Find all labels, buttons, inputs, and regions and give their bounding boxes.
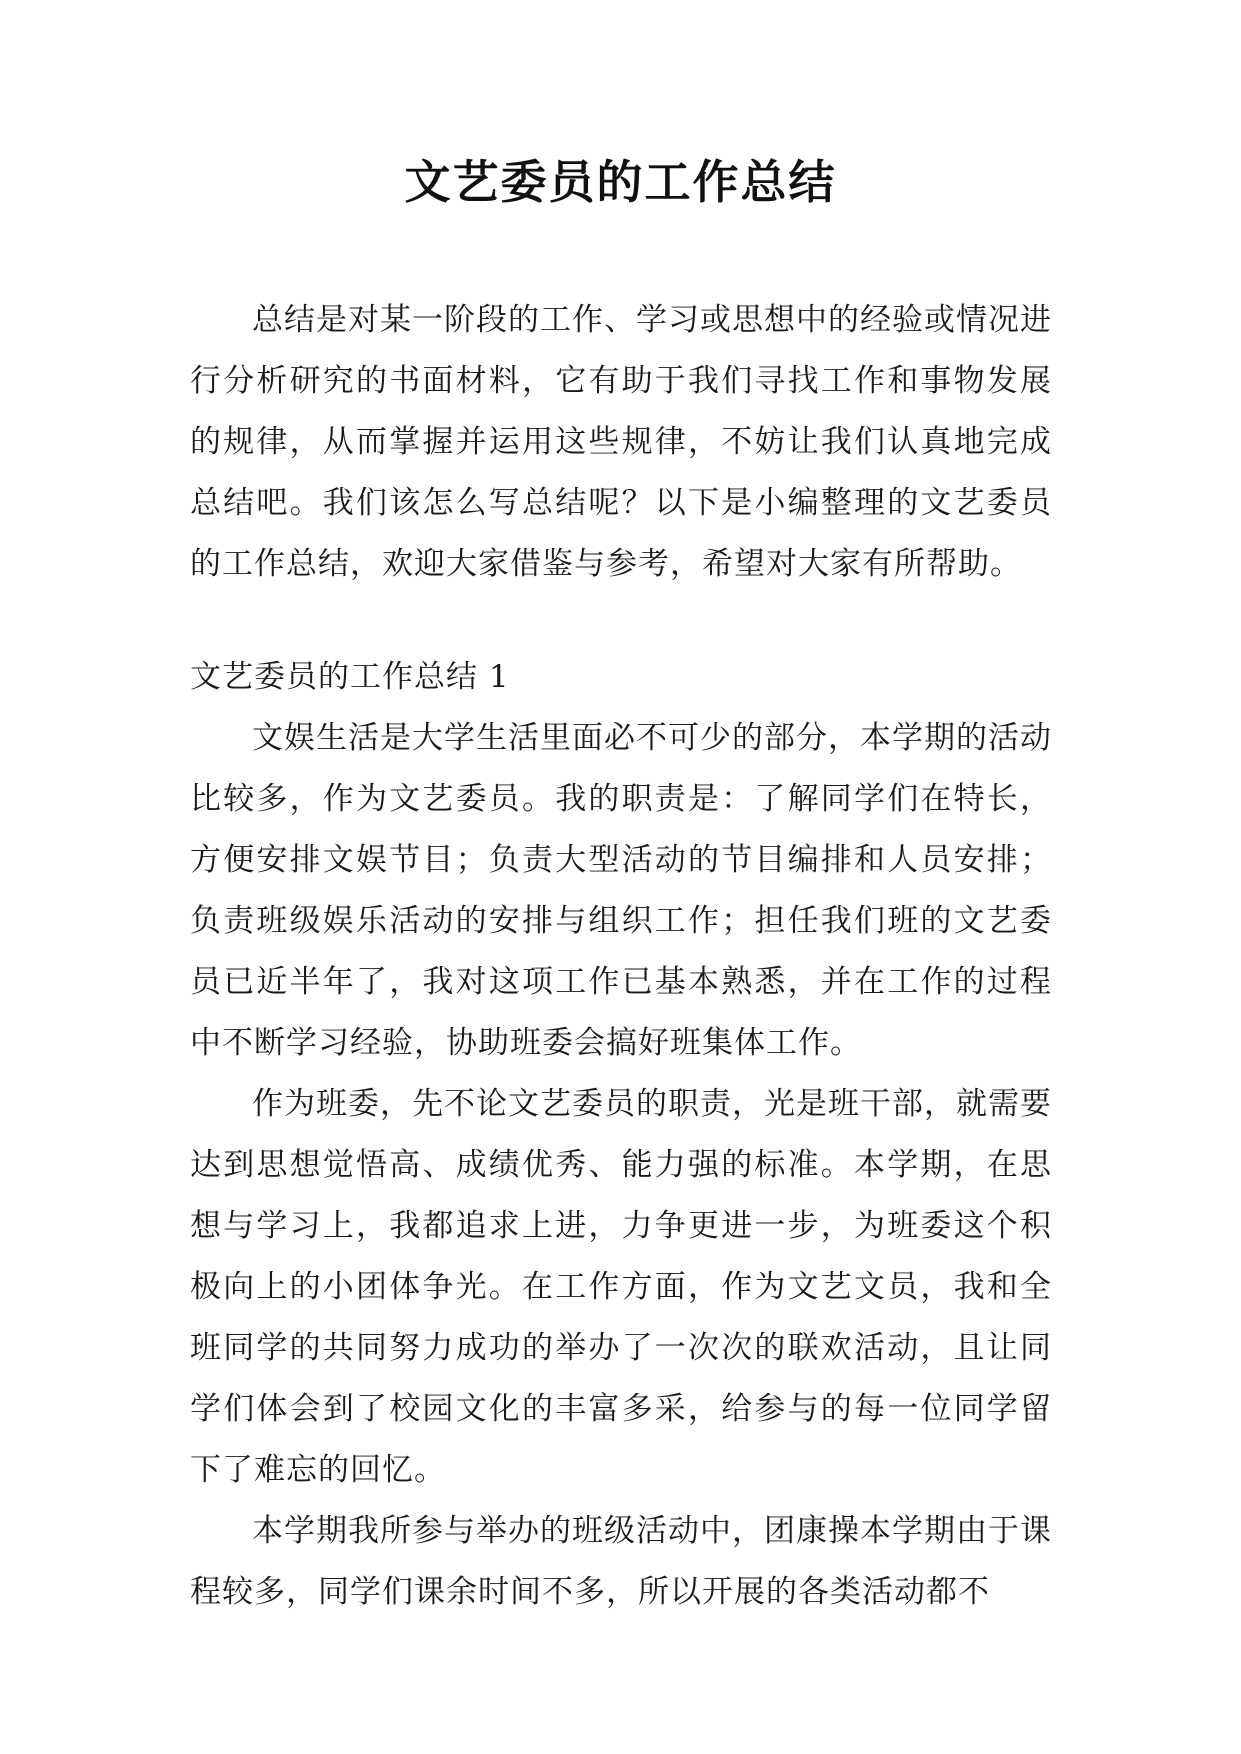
document-body xyxy=(190,290,1052,1623)
body-paragraph-1: 文娱生活是大学生活里面必不可少的部分，本学期的活动比较多，作为文艺委员。我的职责是：了解同学们在特长，方便安排文娱节目；负责大型活动的节目编排和人员安排；负责班级娱乐活动的安排与组织工作；担任我们班的文艺委员已近半年了，我对这项工作已基本熟悉，并在工作的过程中不断学习经验，协助班委会搞好班集体工作。 xyxy=(190,720,1052,1061)
body-paragraph-3: 本学期我所参与举办的班级活动中，团康操本学期由于课程较多，同学们课余时间不多，所以开展的各类活动都不 xyxy=(190,1513,1052,1610)
section-heading: 文艺委员的工作总结 1 xyxy=(190,659,510,695)
document-title: 文艺委员的工作总结 xyxy=(404,155,837,209)
body-paragraph-2: 作为班委，先不论文艺委员的职责，光是班干部，就需要达到思想觉悟高、成绩优秀、能力强的标准。本学期，在思想与学习上，我都追求上进，力争更进一步，为班委这个积极向上的小团体争光。在工作方面，作为文艺文员，我和全班同学的共同努力成功的举办了一次次的联欢活动，且让同学们体会到了校园文化的丰富多采，给参与的每一位同学留下了难忘的回忆。 xyxy=(190,1086,1052,1488)
intro-paragraph: 总结是对某一阶段的工作、学习或思想中的经验或情况进行分析研究的书面材料，它有助于我们寻找工作和事物发展的规律，从而掌握并运用这些规律，不妨让我们认真地完成总结吧。我们该怎么写总结呢？以下是小编整理的文艺委员的工作总结，欢迎大家借鉴与参考，希望对大家有所帮助。 xyxy=(190,302,1052,582)
